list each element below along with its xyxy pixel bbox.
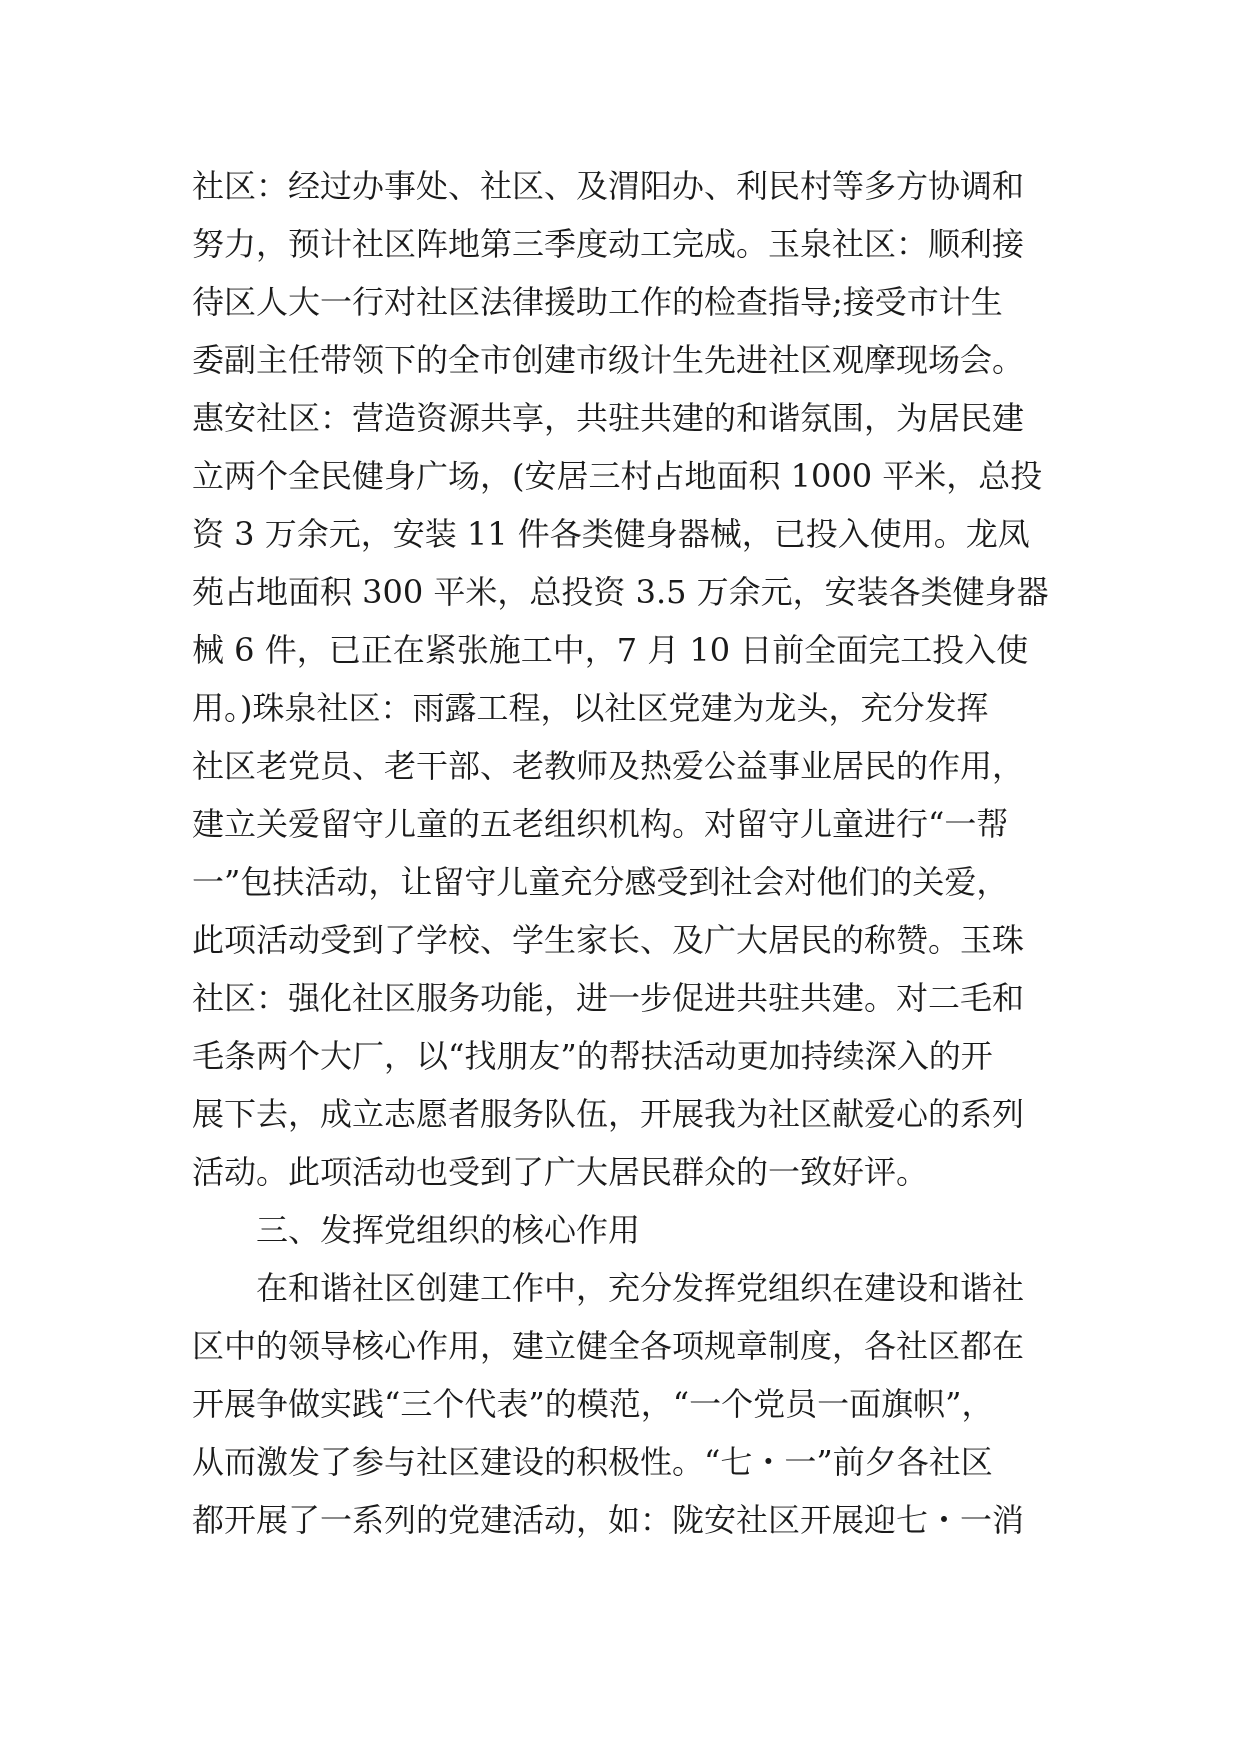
text-line: 建立关爱留守儿童的五老组织机构。对留守儿童进行“一帮 [192,805,1009,843]
text-line: 械 6 件，已正在紧张施工中，7 月 10 日前全面完工投入使 [192,631,1029,669]
text-line: 委副主任带领下的全市创建市级计生先进社区观摩现场会。 [192,341,1025,379]
text-line: 此项活动受到了学校、学生家长、及广大居民的称赞。玉珠 [192,921,1025,959]
text-line: 立两个全民健身广场，(安居三村占地面积 1000 平米，总投 [192,457,1043,495]
text-line: 区中的领导核心作用，建立健全各项规章制度，各社区都在 [192,1327,1025,1365]
paragraph-first-line: 在和谐社区创建工作中，充分发挥党组织在建设和谐社 [256,1269,1025,1307]
text-line: 毛条两个大厂，以“找朋友”的帮扶活动更加持续深入的开 [192,1037,993,1075]
text-line: 活动。此项活动也受到了广大居民群众的一致好评。 [192,1153,929,1191]
text-line: 惠安社区：营造资源共享，共驻共建的和谐氛围，为居民建 [192,399,1025,437]
document-body [192,157,1052,1549]
text-line: 资 3 万余元，安装 11 件各类健身器械，已投入使用。龙凤 [192,515,1030,553]
text-line: 都开展了一系列的党建活动，如：陇安社区开展迎七・一消 [192,1501,1025,1539]
text-line: 待区人大一行对社区法律援助工作的检查指导;接受市计生 [192,283,1003,321]
text-line: 从而激发了参与社区建设的积极性。“七・一”前夕各社区 [192,1443,993,1481]
text-line: 社区：经过办事处、社区、及渭阳办、利民村等多方协调和 [192,167,1025,205]
text-line: 用。)珠泉社区：雨露工程，以社区党建为龙头，充分发挥 [192,689,989,727]
text-line: 努力，预计社区阵地第三季度动工完成。玉泉社区：顺利接 [192,225,1025,263]
text-line: 展下去，成立志愿者服务队伍，开展我为社区献爱心的系列 [192,1095,1025,1133]
text-line: 社区老党员、老干部、老教师及热爱公益事业居民的作用， [192,747,1025,785]
text-line: 社区：强化社区服务功能，进一步促进共驻共建。对二毛和 [192,979,1025,1017]
text-line: 苑占地面积 300 平米，总投资 3.5 万余元，安装各类健身器 [192,573,1049,611]
text-line: 开展争做实践“三个代表”的模范，“一个党员一面旗帜”， [192,1385,994,1423]
text-line: 一”包扶活动，让留守儿童充分感受到社会对他们的关爱， [192,863,1009,901]
section-heading: 三、发挥党组织的核心作用 [256,1211,641,1249]
